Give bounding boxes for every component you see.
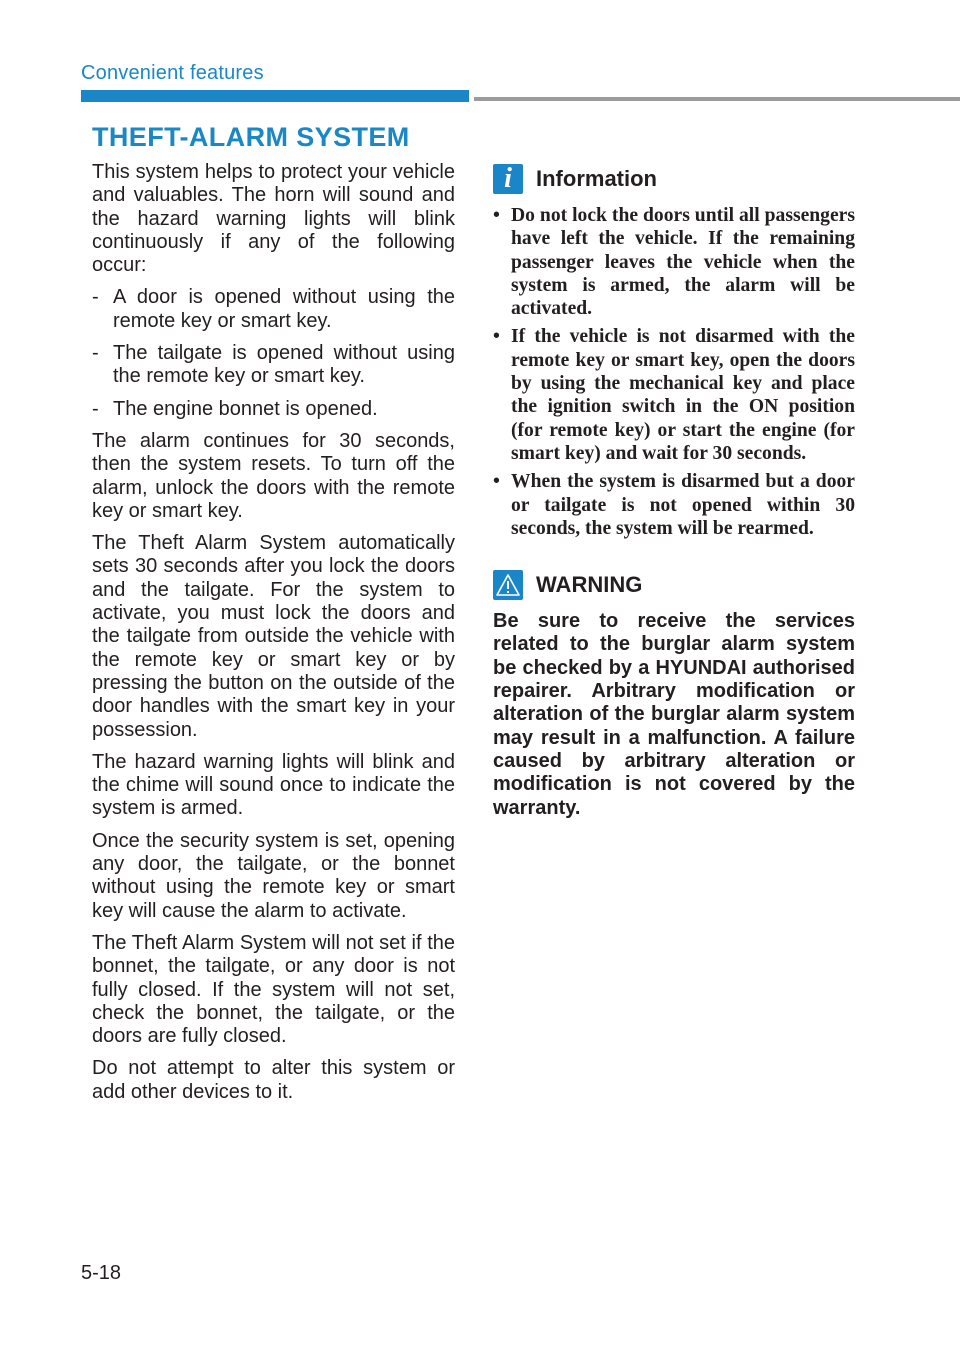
bullet-marker: • [493,326,500,348]
dash-marker: - [92,397,99,420]
body-paragraph: The Theft Alarm System automatically sets 30 seconds after you lock the doors and the tailgate. For the system to activate, you must lock the doors and the tailgate from outside the vehicle with the remote key or smart key or by pressing the button on the outside of the door handles with the smart key in your possession. [92,532,455,741]
warning-text: Be sure to receive the services related to the burglar alarm system be checked by a HYUNDAI authorised repairer. Arbitrary modification or alteration of the burglar alarm system may result in a malfunction. A failure caused by arbitrary alteration or modification is not covered by the warranty. [493,610,855,819]
warning-title: WARNING [536,572,643,598]
dash-marker: - [92,342,99,365]
list-item [493,325,855,465]
right-column [493,164,855,820]
body-paragraph: Do not attempt to alter this system or add other devices to it. [92,1057,455,1103]
section-label: Convenient features [81,62,264,84]
list-item [92,342,455,389]
information-header [493,164,855,194]
body-paragraph: The alarm continues for 30 seconds, then the system resets. To turn off the alarm, unlock the doors with the remote key or smart key. [92,429,455,522]
list-item-text: The engine bonnet is opened. [113,397,378,420]
body-paragraph: The Theft Alarm System will not set if the bonnet, the tailgate, or any door is not fully closed. If the system will not set, check the bonnet, the tailgate, or the doors are fully closed. [92,931,455,1048]
warning-header [493,570,855,600]
bullet-marker: • [493,205,500,226]
body-paragraph: Once the security system is set, opening any door, the tailgate, or the bonnet without using the remote key or smart key will cause the alarm to activate. [92,829,455,922]
list-item [493,470,855,540]
body-paragraph: The hazard warning lights will blink and the chime will sound once to indicate the system is armed. [92,750,455,820]
information-list [493,204,855,540]
warning-triangle-icon [493,570,523,600]
intro-paragraph: This system helps to protect your vehicle and valuables. The horn will sound and the hazard warning lights will blink continuously if any of the following occur: [92,161,455,277]
list-item-text: A door is opened without using the remote key or smart key. [113,286,455,332]
information-title: Information [536,166,657,191]
list-item-text: Do not lock the doors until all passengers have left the vehicle. If the remaining passenger leaves the vehicle when the system is armed, the alarm will be activated. [511,205,855,320]
bullet-marker: • [493,471,500,493]
list-item-text: If the vehicle is not disarmed with the remote key or smart key, open the doors by using the mechanical key and place the ignition switch in the ON position (for remote key) or start the engine (for smart key) and wait for 30 seconds. [511,326,855,464]
info-icon: i [493,164,523,194]
page-number: 5-18 [81,1262,122,1284]
list-item-text: The tailgate is opened without using the remote key or smart key. [113,342,455,388]
header-rule-grey [474,97,960,101]
trigger-conditions-list [92,286,455,420]
list-item [92,286,455,333]
list-item [493,204,855,320]
list-item [92,398,455,421]
dash-marker: - [92,286,99,309]
left-column [92,122,455,1113]
header-rule-blue [81,90,469,102]
page-title: THEFT-ALARM SYSTEM [92,122,410,152]
list-item-text: When the system is disarmed but a door or tailgate is not opened within 30 seconds, the system will be rearmed. [511,471,855,539]
